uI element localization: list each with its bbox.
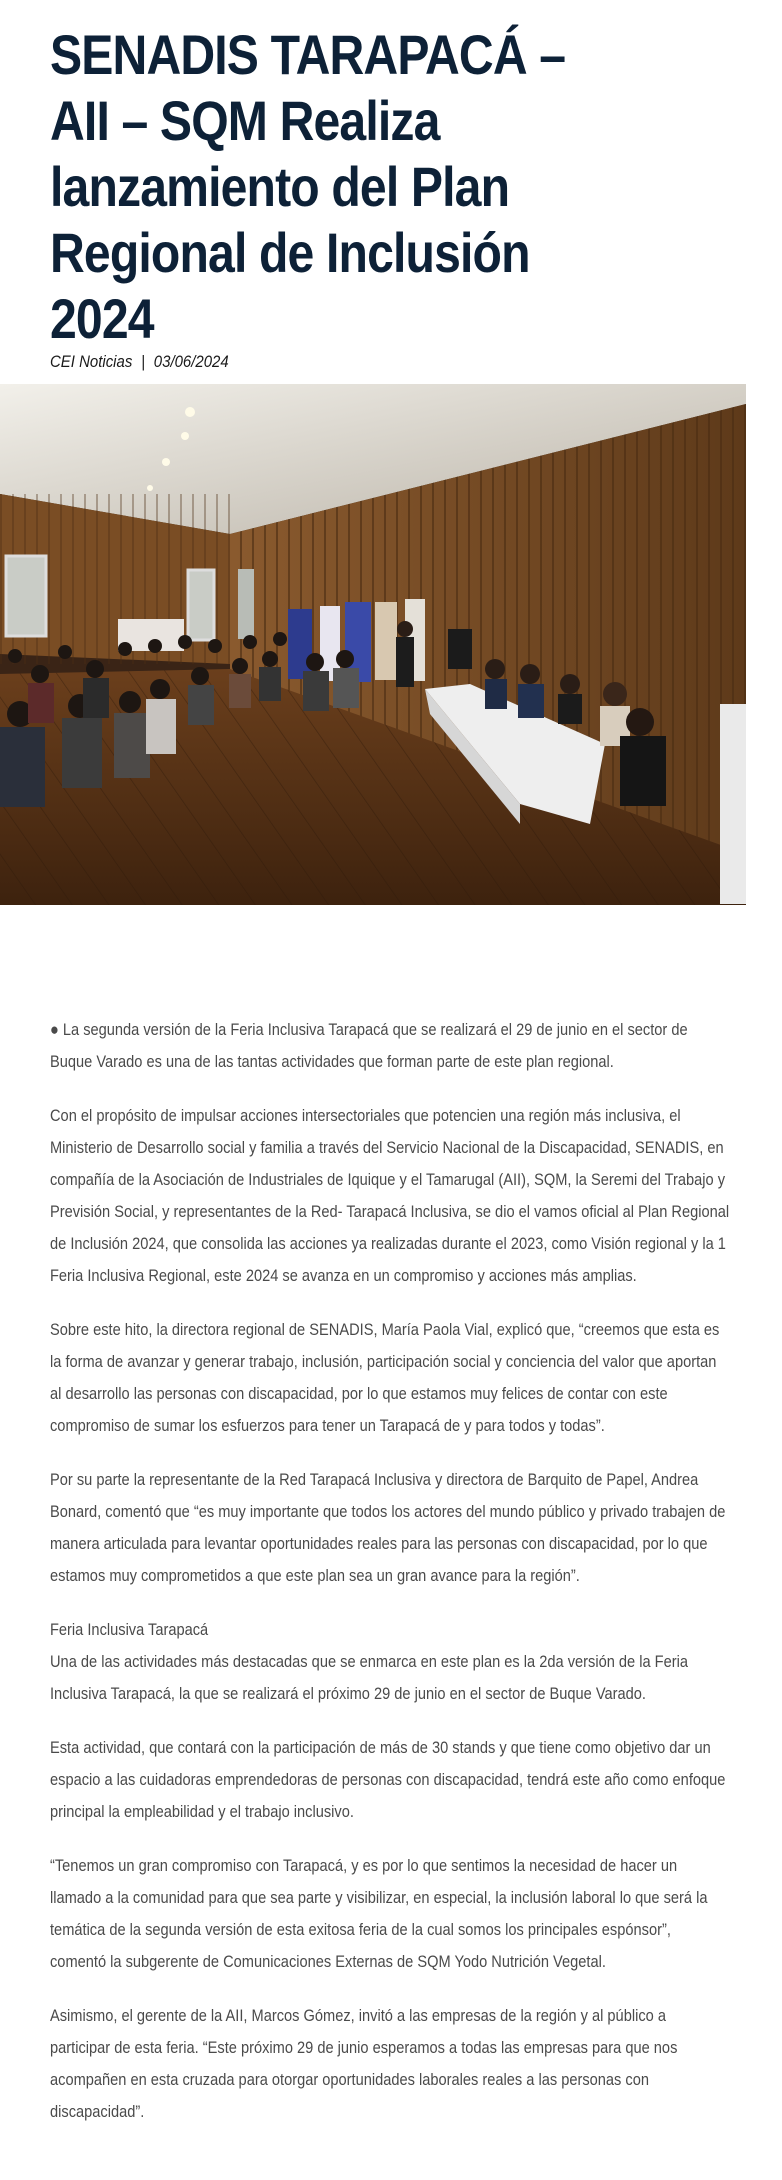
body-paragraph: “Tenemos un gran compromiso con Tarapacá, y es por lo que sentimos la necesidad de hacer un llamado a la comunidad para que sea parte y visibilizar, en especial, la inclusión laboral lo que será la temática de la segunda versión de esta exitosa feria de la cual somos los principales espónsor”, comentó la subgerente de Comunicaciones Externas de SQM Yodo Nutrición Vegetal. bbox=[50, 1856, 708, 1971]
meta-separator: | bbox=[141, 352, 145, 371]
article-source[interactable]: CEI Noticias bbox=[50, 352, 133, 371]
article-title: SENADIS TARAPACÁ – AII – SQM Realiza lanzamiento del Plan Regional de Inclusión 2024 bbox=[50, 23, 566, 350]
article-meta bbox=[50, 352, 229, 372]
body-paragraph: Por su parte la representante de la Red Tarapacá Inclusiva y directora de Barquito de Papel, Andrea Bonard, comentó que “es muy importante que todos los actores del mundo público y privado trabajen de manera articulada para levantar oportunidades reales para las personas con discapacidad, por lo que estamos muy comprometidos a que este plan sea un gran avance para la región”. bbox=[50, 1470, 726, 1585]
body-paragraph: Una de las actividades más destacadas que se enmarca en este plan es la 2da versión de la Feria Inclusiva Tarapacá, la que se realizará el próximo 29 de junio en el sector de Buque Varado. bbox=[50, 1652, 688, 1703]
event-photo-icon bbox=[0, 384, 746, 905]
article-photo bbox=[0, 384, 746, 905]
article-body bbox=[50, 1014, 730, 2150]
body-paragraph: Con el propósito de impulsar acciones intersectoriales que potencien una región más inclusiva, el Ministerio de Desarrollo social y familia a través del Servicio Nacional de la Discapacidad, SENADIS, en compañía de la Asociación de Industriales de Iquique y el Tamarugal (AII), SQM, la Seremi del Trabajo y Previsión Social, y representantes de la Red- Tarapacá Inclusiva, se dio el vamos oficial al Plan Regional de Inclusión 2024, que consolida las acciones ya realizadas durante el 2023, como Visión regional y la 1 Feria Inclusiva Regional, este 2024 se avanza en un compromiso y acciones más amplias. bbox=[50, 1106, 730, 1285]
section-subheading: Feria Inclusiva Tarapacá bbox=[50, 1620, 209, 1639]
article-date: 03/06/2024 bbox=[153, 352, 229, 371]
lead-paragraph: ● La segunda versión de la Feria Inclusiva Tarapacá que se realizará el 29 de junio en el sector de Buque Varado es una de las tantas actividades que forman parte de este plan regional. bbox=[50, 1020, 688, 1071]
body-paragraph: Sobre este hito, la directora regional de SENADIS, María Paola Vial, explicó que, “creemos que esta es la forma de avanzar y generar trabajo, inclusión, participación social y conciencia del valor que aportan al desarrollo las personas con discapacidad, por lo que estamos muy felices de contar con este compromiso de sumar los esfuerzos para tener un Tarapacá de y para todos y todas”. bbox=[50, 1320, 720, 1435]
body-paragraph: Esta actividad, que contará con la participación de más de 30 stands y que tiene como objetivo dar un espacio a las cuidadoras emprendedoras de personas con discapacidad, tendrá este año como enfoque principal la empleabilidad y el trabajo inclusivo. bbox=[50, 1738, 726, 1821]
body-paragraph: Asimismo, el gerente de la AII, Marcos Gómez, invitó a las empresas de la región y al público a participar de esta feria. “Este próximo 29 de junio esperamos a todas las empresas para que nos acompañen en esta cruzada para otorgar oportunidades laborales reales a las personas con discapacidad”. bbox=[50, 2006, 678, 2121]
